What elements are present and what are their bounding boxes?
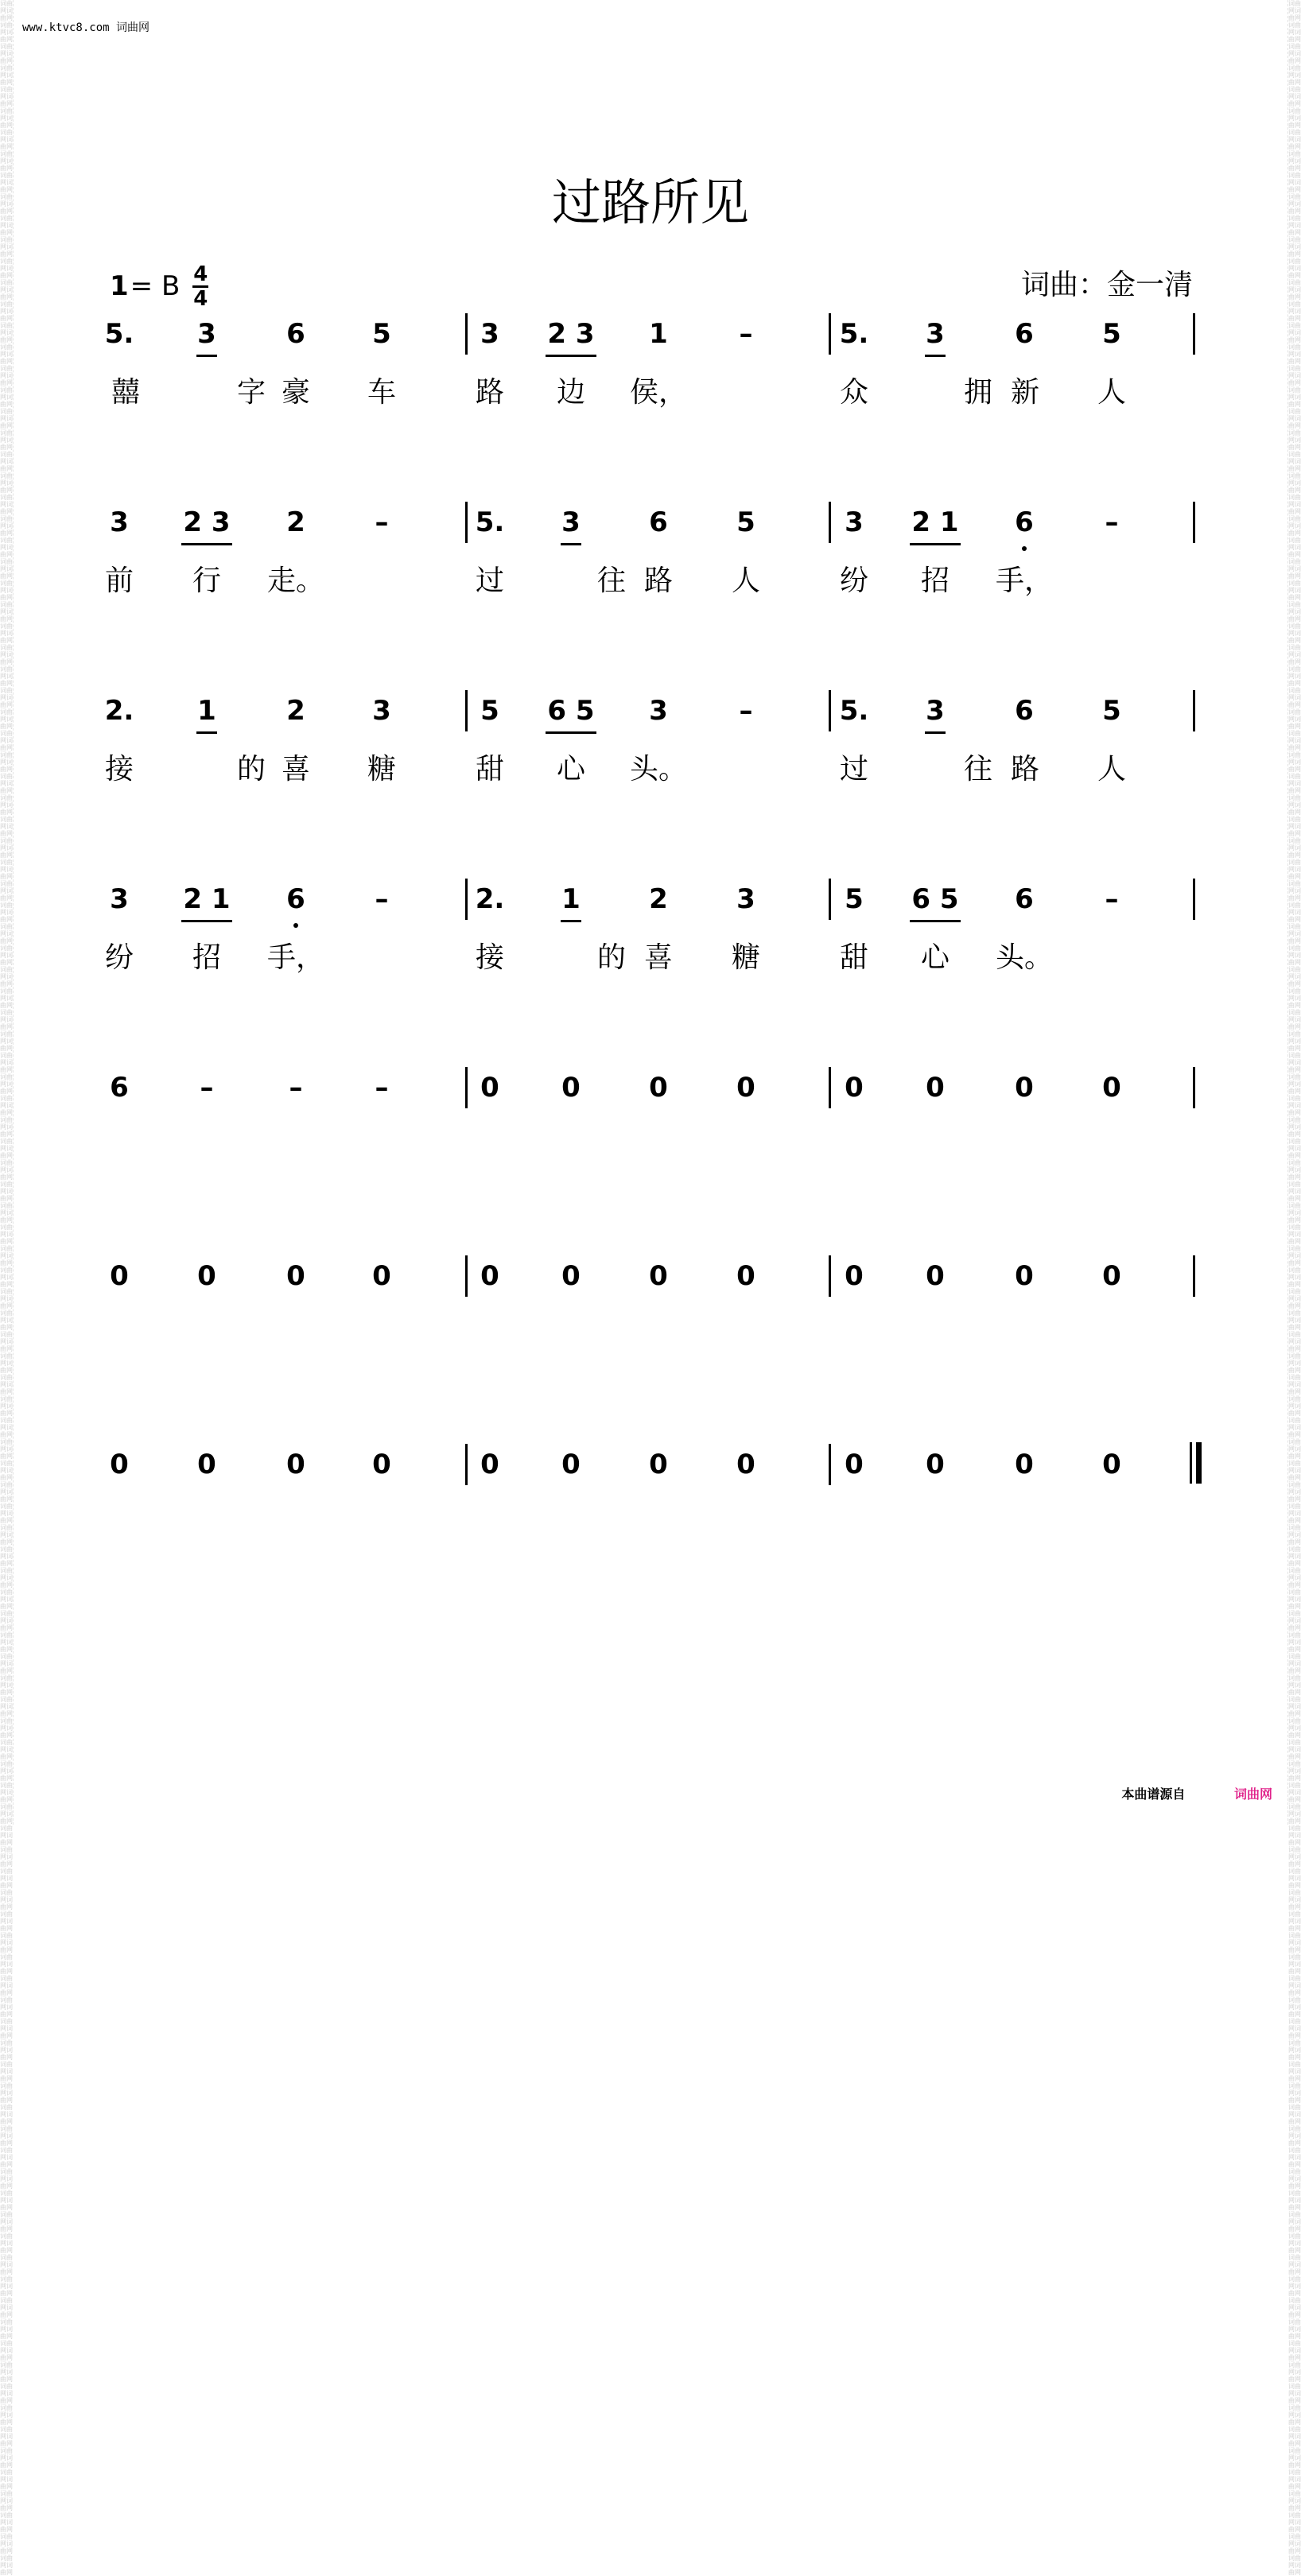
- lyric-syllable: 纷: [104, 941, 134, 974]
- barline: [829, 1067, 831, 1108]
- lyric-syllable: 招: [192, 941, 222, 974]
- note: 3: [561, 506, 581, 538]
- note: 0: [736, 1449, 755, 1480]
- barline: [465, 690, 468, 731]
- note: 0: [736, 1072, 755, 1104]
- lyric-syllable: 众: [839, 376, 869, 409]
- note: 0: [1015, 1449, 1034, 1480]
- barline: [465, 1255, 468, 1297]
- note: 6: [286, 318, 305, 350]
- note: 6: [1015, 883, 1034, 915]
- lyric-syllable: 过: [839, 753, 869, 786]
- barline: [1193, 690, 1195, 731]
- lyric-syllable: 头。: [629, 753, 688, 786]
- key-eq: = B: [130, 270, 181, 302]
- lyric-syllable: 手，: [266, 941, 325, 974]
- note: 0: [845, 1260, 864, 1292]
- note: 0: [561, 1260, 581, 1292]
- barline: [1193, 313, 1195, 355]
- note: 0: [926, 1449, 945, 1480]
- note: 0: [1015, 1072, 1034, 1104]
- lyric-syllable: 招: [920, 564, 950, 597]
- note: –: [289, 1072, 303, 1104]
- lyric-syllable: 囍: [111, 376, 141, 409]
- time-signature: [192, 263, 208, 310]
- lyric-syllable: 心: [556, 753, 586, 786]
- note: 0: [736, 1260, 755, 1292]
- lyric-syllable: 往: [596, 564, 627, 597]
- note: –: [1105, 883, 1119, 915]
- barline: [829, 690, 831, 731]
- note: –: [375, 883, 389, 915]
- note: 1: [197, 695, 216, 727]
- note: 0: [286, 1449, 305, 1480]
- note: 3: [110, 506, 129, 538]
- barline: [465, 502, 468, 543]
- time-top: 4: [193, 262, 208, 286]
- lyric-syllable: 行: [192, 564, 222, 597]
- barline: [465, 1444, 468, 1485]
- note: –: [375, 506, 389, 538]
- right-watermark-strip: 词曲网词曲网词曲网词曲网词曲网词曲网词曲网词曲网词曲网词曲网词曲网词曲网词曲网词曲网词曲网词曲网词曲网词曲网词曲网词曲网词曲网词曲网词曲网词曲网词曲网词曲网词曲网词曲网词曲网词曲网词曲网词曲网词曲网词曲网词曲网词曲网词曲网词曲网词曲网词曲网词曲网词曲网词曲网词曲网词曲网词曲网词曲网词曲网词曲网词曲网词曲网词曲网词曲网词曲网词曲网词曲网词曲网词曲网词曲网词曲网词曲网词曲网词曲网词曲网词曲网词曲网词曲网词曲网词曲网词曲网词曲网词曲网词曲网词曲网词曲网词曲网词曲网词曲网词曲网词曲网词曲网词曲网词曲网词曲网词曲网词曲网词曲网词曲网词曲网词曲网词曲网词曲网词曲网词曲网词曲网词曲网词曲网词曲网词曲网词曲网词曲网词曲网词曲网词曲网词曲网词曲网词曲网词曲网词曲网词曲网词曲网词曲网词曲网词曲网词曲网词曲网词曲网词曲网词曲网词曲网词曲网词曲网词曲网词曲网词曲网词曲网词曲网词曲网词曲网词曲网词曲网词曲网词曲网词曲网词曲网词曲网词曲网词曲网词曲网词曲网词曲网词曲网词曲网词曲网词曲网词曲网词曲网词曲网词曲网词曲网词曲网词曲网词曲网词曲网词曲网词曲网词曲网词曲网词曲网词曲网词曲网词曲网词曲网词曲网词曲网词曲网词曲网词曲网词曲网词曲网词曲网词曲网词曲网词曲网词曲网词曲网词曲网词曲网词曲网词曲网词曲网词曲网词曲网词曲网词曲网词曲网词曲网词曲网词曲网词曲网词曲网词曲网词曲网词曲网词曲网词曲网词曲网词曲网词曲网词曲网词曲网词曲网词曲网词曲网词曲网词曲网词曲网词曲网词曲网词曲网词曲网词曲网词曲网词曲网词曲网词曲网词曲网词曲网词曲网词曲网词曲网词曲网词曲网词曲网词曲网词曲网词曲网词曲网词曲网词曲网词曲网词曲网词曲网词曲网词曲网词曲网词曲网词曲网词曲网词曲网: [1288, 0, 1301, 2576]
- eighth-underline: [910, 920, 961, 922]
- lyric-syllable: 豪: [281, 376, 311, 409]
- lyric-syllable: 的: [596, 941, 627, 974]
- lyric-syllable: 往: [963, 753, 993, 786]
- note: 3: [480, 318, 499, 350]
- note: –: [739, 695, 753, 727]
- lyric-syllable: 路: [1010, 753, 1040, 786]
- lyric-syllable: 人: [731, 564, 761, 597]
- note: –: [739, 318, 753, 350]
- lyric-syllable: 路: [475, 376, 505, 409]
- note: 0: [197, 1449, 216, 1480]
- lyric-syllable: 拥: [963, 376, 993, 409]
- lyric-syllable: 心: [920, 941, 950, 974]
- lyric-syllable: 前: [104, 564, 134, 597]
- barline: [829, 1444, 831, 1485]
- note: 0: [372, 1260, 391, 1292]
- barline: [829, 1255, 831, 1297]
- key-one: 1: [110, 270, 129, 302]
- note: 0: [1015, 1260, 1034, 1292]
- note: 0: [649, 1072, 668, 1104]
- note: 0: [926, 1072, 945, 1104]
- note: 3: [649, 695, 668, 727]
- note: 6: [110, 1072, 129, 1104]
- barline: [465, 879, 468, 920]
- left-watermark-strip: 词曲网词曲网词曲网词曲网词曲网词曲网词曲网词曲网词曲网词曲网词曲网词曲网词曲网词曲网词曲网词曲网词曲网词曲网词曲网词曲网词曲网词曲网词曲网词曲网词曲网词曲网词曲网词曲网词曲网词曲网词曲网词曲网词曲网词曲网词曲网词曲网词曲网词曲网词曲网词曲网词曲网词曲网词曲网词曲网词曲网词曲网词曲网词曲网词曲网词曲网词曲网词曲网词曲网词曲网词曲网词曲网词曲网词曲网词曲网词曲网词曲网词曲网词曲网词曲网词曲网词曲网词曲网词曲网词曲网词曲网词曲网词曲网词曲网词曲网词曲网词曲网词曲网词曲网词曲网词曲网词曲网词曲网词曲网词曲网词曲网词曲网词曲网词曲网词曲网词曲网词曲网词曲网词曲网词曲网词曲网词曲网词曲网词曲网词曲网词曲网词曲网词曲网词曲网词曲网词曲网词曲网词曲网词曲网词曲网词曲网词曲网词曲网词曲网词曲网词曲网词曲网词曲网词曲网词曲网词曲网词曲网词曲网词曲网词曲网词曲网词曲网词曲网词曲网词曲网词曲网词曲网词曲网词曲网词曲网词曲网词曲网词曲网词曲网词曲网词曲网词曲网词曲网词曲网词曲网词曲网词曲网词曲网词曲网词曲网词曲网词曲网词曲网词曲网词曲网词曲网词曲网词曲网词曲网词曲网词曲网词曲网词曲网词曲网词曲网词曲网词曲网词曲网词曲网词曲网词曲网词曲网词曲网词曲网词曲网词曲网词曲网词曲网词曲网词曲网词曲网词曲网词曲网词曲网词曲网词曲网词曲网词曲网词曲网词曲网词曲网词曲网词曲网词曲网词曲网词曲网词曲网词曲网词曲网词曲网词曲网词曲网词曲网词曲网词曲网词曲网词曲网词曲网词曲网词曲网词曲网词曲网词曲网词曲网词曲网词曲网词曲网词曲网词曲网词曲网词曲网词曲网词曲网词曲网词曲网词曲网词曲网词曲网词曲网词曲网词曲网词曲网词曲网词曲网词曲网词曲网词曲网词曲网词曲网词曲网词曲网: [0, 0, 13, 2576]
- time-bottom: 4: [193, 286, 208, 311]
- low-octave-dot: [293, 923, 298, 928]
- eighth-underline: [910, 543, 961, 545]
- note: 5: [736, 506, 755, 538]
- note: 6 5: [911, 883, 959, 915]
- lyric-syllable: 字: [236, 376, 266, 409]
- lyric-syllable: 路: [643, 564, 674, 597]
- lyric-syllable: 边: [556, 376, 586, 409]
- composer-credit: 词曲：金一清: [1020, 269, 1193, 301]
- note: 3: [197, 318, 216, 350]
- note: 0: [649, 1260, 668, 1292]
- lyric-syllable: 甜: [839, 941, 869, 974]
- note: –: [200, 1072, 214, 1104]
- note: 0: [480, 1072, 499, 1104]
- key-signature: [110, 261, 208, 312]
- note: 0: [480, 1260, 499, 1292]
- note: 2 1: [911, 506, 959, 538]
- note: 5: [845, 883, 864, 915]
- note: 0: [845, 1072, 864, 1104]
- note: 0: [561, 1449, 581, 1480]
- lyric-syllable: 接: [475, 941, 505, 974]
- eighth-underline: [925, 731, 946, 734]
- song-title: 过路所见: [551, 173, 749, 231]
- barline: [1193, 1067, 1195, 1108]
- note: 0: [110, 1260, 129, 1292]
- note: 5.: [839, 318, 869, 350]
- note: 3: [110, 883, 129, 915]
- lyric-syllable: 车: [367, 376, 397, 409]
- low-octave-dot: [1022, 546, 1027, 551]
- note: 1: [561, 883, 581, 915]
- lyric-syllable: 手，: [995, 564, 1054, 597]
- barline: [1193, 1255, 1195, 1297]
- note: 2 3: [183, 506, 231, 538]
- lyric-syllable: 侯，: [629, 376, 688, 409]
- note: 6: [1015, 506, 1034, 538]
- site-watermark: www.ktvc8.com 词曲网: [22, 21, 150, 34]
- note: 6: [1015, 318, 1034, 350]
- note: 1: [649, 318, 668, 350]
- note: 0: [197, 1260, 216, 1292]
- eighth-underline: [546, 731, 596, 734]
- note: 0: [561, 1072, 581, 1104]
- lyric-syllable: 喜: [281, 753, 311, 786]
- lyric-syllable: 人: [1097, 376, 1127, 409]
- lyric-syllable: 头。: [995, 941, 1054, 974]
- note: 3: [926, 695, 945, 727]
- note: 2.: [104, 695, 134, 727]
- eighth-underline: [546, 355, 596, 357]
- note: 5: [372, 318, 391, 350]
- note: 6 5: [547, 695, 595, 727]
- note: 0: [1102, 1260, 1121, 1292]
- note: –: [1105, 506, 1119, 538]
- note: 0: [480, 1449, 499, 1480]
- note: 2 3: [547, 318, 595, 350]
- lyric-syllable: 走。: [266, 564, 325, 597]
- eighth-underline: [925, 355, 946, 357]
- lyric-syllable: 的: [236, 753, 266, 786]
- lyric-syllable: 糖: [367, 753, 397, 786]
- barline: [465, 1067, 468, 1108]
- note: 6: [1015, 695, 1034, 727]
- note: 3: [845, 506, 864, 538]
- lyric-syllable: 甜: [475, 753, 505, 786]
- note: 5: [1102, 318, 1121, 350]
- note: 0: [926, 1260, 945, 1292]
- note: 3: [736, 883, 755, 915]
- lyric-syllable: 人: [1097, 753, 1127, 786]
- note: 0: [372, 1449, 391, 1480]
- barline: [829, 879, 831, 920]
- note: 2: [286, 506, 305, 538]
- note: 5.: [839, 695, 869, 727]
- barline: [1193, 879, 1195, 920]
- note: 3: [926, 318, 945, 350]
- note: 0: [1102, 1449, 1121, 1480]
- note: 6: [286, 883, 305, 915]
- lyric-syllable: 糖: [731, 941, 761, 974]
- eighth-underline: [181, 920, 232, 922]
- note: 3: [372, 695, 391, 727]
- note: 0: [286, 1260, 305, 1292]
- note: 5.: [104, 318, 134, 350]
- eighth-underline: [196, 355, 217, 357]
- note: 5: [480, 695, 499, 727]
- eighth-underline: [561, 920, 581, 922]
- lyric-syllable: 纷: [839, 564, 869, 597]
- barline: [465, 313, 468, 355]
- eighth-underline: [561, 543, 581, 545]
- lyric-syllable: 过: [475, 564, 505, 597]
- lyric-syllable: 接: [104, 753, 134, 786]
- footer-source: 本曲谱源自: [1121, 1787, 1186, 1802]
- barline: [1193, 502, 1195, 543]
- note: 5.: [475, 506, 505, 538]
- note: 0: [1102, 1072, 1121, 1104]
- note: 0: [845, 1449, 864, 1480]
- note: 2: [649, 883, 668, 915]
- note: 2.: [475, 883, 505, 915]
- note: 2: [286, 695, 305, 727]
- barline: [829, 313, 831, 355]
- note: 0: [649, 1449, 668, 1480]
- eighth-underline: [181, 543, 232, 545]
- note: 5: [1102, 695, 1121, 727]
- note: 2 1: [183, 883, 231, 915]
- barline: [829, 502, 831, 543]
- note: –: [375, 1072, 389, 1104]
- footer-brand: 词曲网: [1233, 1787, 1272, 1802]
- note: 6: [649, 506, 668, 538]
- footer: [1121, 1784, 1272, 1802]
- eighth-underline: [196, 731, 217, 734]
- note: 0: [110, 1449, 129, 1480]
- lyric-syllable: 新: [1010, 376, 1040, 409]
- lyric-syllable: 喜: [643, 941, 674, 974]
